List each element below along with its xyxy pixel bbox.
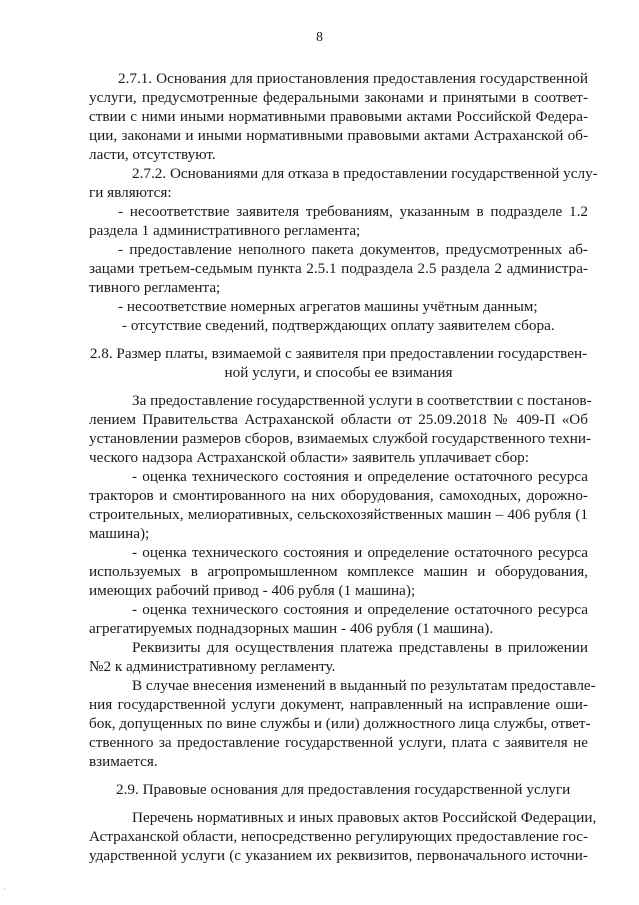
text-line: - несоответствие номерных агрегатов машины учётным данным; (118, 298, 538, 315)
text-line: ции, законами и иными нормативными правовыми актами Астраханской об- (89, 127, 588, 144)
text-line: №2 к административному регламенту. (89, 658, 336, 675)
text-line: Перечень нормативных и иных правовых актов Российской Федерации, (132, 809, 597, 826)
text-line: машина); (89, 525, 150, 542)
text-line: имеющих рабочий привод - 406 рубля (1 машина); (89, 582, 416, 599)
text-line: ственного за предоставление государственной услуги, плата с заявителя не (89, 734, 588, 751)
text-line: ствии с ними иными нормативными правовыми актами Российской Федера- (89, 108, 588, 125)
text-line: тракторов и смонтированного на них оборудования, самоходных, дорожно- (89, 487, 588, 504)
text-line: - предоставление неполного пакета документов, предусмотренных аб- (118, 241, 588, 258)
text-line: услуги, предусмотренные федеральными законами и принятыми в соответ- (89, 89, 588, 106)
text-line: установлении размеров сборов, взимаемых службой государственного техни- (89, 430, 592, 447)
text-line: За предоставление государственной услуги в соответствии с постанов- (132, 392, 592, 409)
text-line: раздела 1 административного регламента; (89, 222, 361, 239)
text-line: ударственной услуги (с указанием их реквизитов, первоначального источни- (89, 847, 588, 864)
page-number: 8 (316, 30, 323, 45)
text-line: взимается. (89, 753, 158, 770)
text-line: - оценка технического состояния и определение остаточного ресурса (132, 601, 588, 618)
text-line: - отсутствие сведений, подтверждающих оплату заявителем сбора. (122, 317, 555, 334)
text-line: 2.7.2. Основаниями для отказа в предоставлении государственной услу- (132, 165, 598, 182)
text-line: Реквизиты для осуществления платежа представлены в приложении (132, 639, 588, 656)
text-line: - оценка технического состояния и определение остаточного ресурса (132, 544, 588, 561)
text-line: - несоответствие заявителя требованиям, указанным в подразделе 1.2 (118, 203, 588, 220)
scan-edge-mark: · (3, 884, 6, 894)
text-line: лением Правительства Астраханской области от 25.09.2018 № 409-П «Об (89, 411, 588, 428)
text-line: 2.7.1. Основания для приостановления предоставления государственной (118, 70, 588, 87)
text-line: строительных, мелиоративных, сельскохозяйственных машин – 406 рубля (1 (89, 506, 588, 523)
text-line: тивного регламента; (89, 279, 221, 296)
text-line: ния государственной услуги документ, направленный на исправление оши- (89, 696, 588, 713)
text-line: используемых в агропромышленном комплексе машин и оборудования, (89, 563, 588, 580)
text-line: ласти, отсутствуют. (89, 146, 216, 163)
text-line: Астраханской области, непосредственно регулирующих предоставление гос- (89, 828, 589, 845)
text-line: агрегатируемых поднадзорных машин - 406 рубля (1 машина). (89, 620, 494, 637)
text-line: - оценка технического состояния и определение остаточного ресурса (132, 468, 588, 485)
section-heading: ной услуги, и способы ее взимания (224, 364, 453, 381)
text-line: ги являются: (89, 184, 172, 201)
text-line: ческого надзора Астраханской области» заявитель уплачивает сбор: (89, 449, 529, 466)
section-heading: 2.9. Правовые основания для предоставления государственной услуги (116, 781, 571, 798)
text-line: В случае внесения изменений в выданный по результатам предоставле- (132, 677, 596, 694)
text-line: бок, допущенных по вине службы и (или) должностного лица службы, ответ- (89, 715, 591, 732)
text-line: зацами третьем-седьмым пункта 2.5.1 подраздела 2.5 раздела 2 администра- (89, 260, 588, 277)
section-heading: 2.8. Размер платы, взимаемой с заявителя при предоставлении государствен- (89, 345, 588, 362)
